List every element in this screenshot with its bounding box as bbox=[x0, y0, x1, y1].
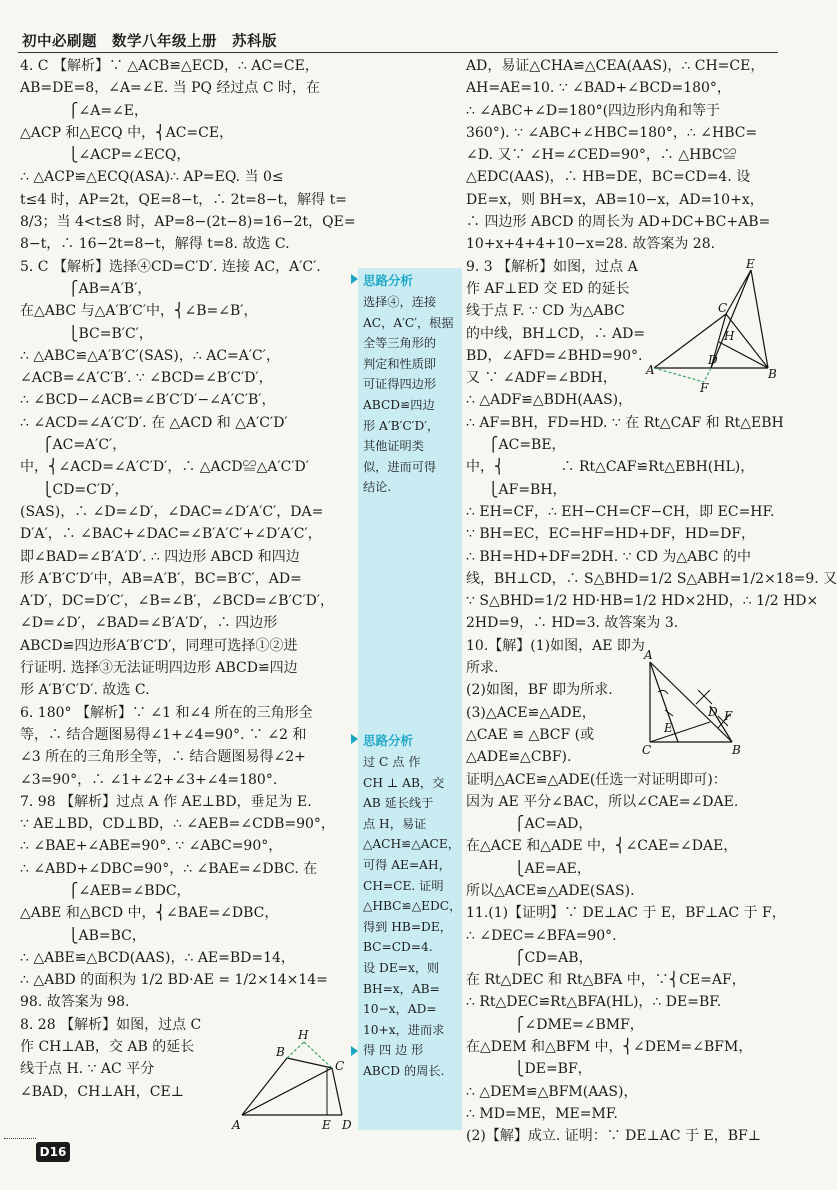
text-line: ⎧AC=BE， bbox=[488, 437, 566, 454]
header-rule bbox=[18, 52, 778, 53]
text-line: ∵ AE⊥BD，CD⊥BD，∴ ∠AEB=∠CDB=90°， bbox=[20, 816, 335, 833]
figure-problem-8 bbox=[232, 1030, 357, 1150]
text-line: ∴ ∠ABC+∠D=180°(四边形内角和等于 bbox=[466, 102, 721, 119]
fig10-label-a: A bbox=[644, 648, 653, 662]
text-line: 作 AF⊥ED 交 ED 的延长 bbox=[466, 280, 630, 297]
text-line: 98. 故答案为 98. bbox=[20, 994, 130, 1011]
text-line: A′D′，DC=D′C′，∠B=∠B′，∠BCD=∠B′C′D′， bbox=[20, 593, 335, 610]
text-line: ⎧∠AEB=∠BDC， bbox=[68, 882, 191, 899]
text-line: ∴ AF=BH，FD=HD. ∵ 在 Rt△CAF 和 Rt△EBH bbox=[466, 414, 784, 431]
text-line: 证明△ACE≌△ADE(任选一对证明即可)： bbox=[466, 771, 727, 788]
analysis-line: AC，A′C′，根据 bbox=[363, 315, 454, 330]
analysis-line: AB 延长线于 bbox=[363, 796, 434, 811]
analysis-text bbox=[363, 752, 462, 1082]
text-line: △CAE ≌ △BCF (或 bbox=[466, 726, 595, 743]
text-line: AB=DE=8，∠A=∠E. 当 PQ 经过点 C 时，在 bbox=[20, 80, 321, 97]
fig9-label-d: D bbox=[708, 353, 718, 367]
analysis-line: 其他证明类 bbox=[363, 439, 424, 454]
fig10-label-f: F bbox=[724, 709, 733, 723]
text-line: ⎩BC=B′C′， bbox=[68, 325, 153, 342]
fig10-label-b: B bbox=[732, 743, 741, 757]
text-line: ∠BAD，CH⊥AH，CE⊥ bbox=[20, 1083, 184, 1100]
text-line: AH=AE=10. ∵ ∠BAD+∠BCD=180°， bbox=[466, 80, 731, 97]
text-line: ⎧AB=A′B′， bbox=[68, 280, 152, 297]
analysis-line: 过 C 点 作 bbox=[363, 755, 421, 769]
text-line: ∠ACB=∠A′C′B′. ∵ ∠BCD=∠B′C′D′， bbox=[20, 370, 273, 387]
text-line: △ADE≌△CBF). bbox=[466, 749, 572, 766]
arrow-icon bbox=[351, 274, 358, 284]
analysis-line: 判定和性质即 bbox=[363, 356, 437, 371]
fig8-label-b: B bbox=[276, 1045, 285, 1059]
fig9-label-f: F bbox=[700, 381, 709, 395]
text-line: (3)△ACE≌△ADE， bbox=[466, 704, 596, 721]
text-line: 10+x+4+4+10−x=28. 故答案为 28. bbox=[466, 236, 716, 253]
text-line: ∵ BH=EC，EC=HF=HD+DF，HD=DF， bbox=[466, 526, 756, 543]
text-line: ∴ △DEM≌△BFM(AAS)， bbox=[466, 1083, 638, 1100]
text-line: 9. 3 【解析】如图，过点 A bbox=[466, 258, 638, 275]
analysis-line: 得 四 边 形 bbox=[363, 1043, 424, 1058]
text-line: 在△ACE 和△ADE 中，⎨∠CAE=∠DAE， bbox=[466, 838, 738, 855]
fig8-label-a: A bbox=[232, 1118, 241, 1132]
text-line: 在△ABC 与△A′B′C′中，⎨∠B=∠B′， bbox=[20, 303, 258, 320]
fig9-label-a: A bbox=[646, 363, 655, 377]
text-line: ∴ 四边形 ABCD 的周长为 AD+DC+BC+AB= bbox=[466, 214, 771, 231]
text-line: 2HD=9，∴ HD=3. 故答案为 3. bbox=[466, 615, 679, 632]
analysis-line: 可得 AE=AH， bbox=[363, 857, 451, 872]
text-line: (SAS)，∴ ∠D=∠D′，∠DAC=∠D′A′C′，DA= bbox=[20, 503, 324, 520]
text-line: 11.(1)【证明】∵ DE⊥AC 于 E，BF⊥AC 于 F， bbox=[466, 905, 786, 922]
text-line: 所求. bbox=[466, 660, 499, 677]
fig9-label-b: B bbox=[768, 367, 777, 381]
text-line: ∴ ∠ACD=∠A′C′D′. 在 △ACD 和 △A′C′D′ bbox=[20, 414, 288, 431]
text-line: 5. C 【解析】选择④CD=C′D′. 连接 AC，A′C′. bbox=[20, 258, 321, 275]
analysis-line: CH=CE. 证明 bbox=[363, 878, 444, 893]
text-line: ⎩AB=BC， bbox=[68, 927, 146, 944]
fig10-label-d: D bbox=[708, 705, 718, 719]
text-line: 线于点 F. ∵ CD 为△ABC bbox=[466, 303, 625, 320]
text-line: 形 A′B′C′D′. 故选 C. bbox=[20, 682, 150, 699]
analysis-line: 设 DE=x，则 bbox=[363, 960, 440, 975]
text-line: ∴ Rt△DEC≌Rt△BFA(HL)，∴ DE=BF. bbox=[466, 994, 722, 1011]
analysis-title: 思路分析 bbox=[363, 733, 414, 748]
text-line: 8. 28 【解析】如图，过点 C bbox=[20, 1016, 202, 1033]
fig9-label-h: H bbox=[724, 329, 735, 343]
text-line: 7. 98 【解析】过点 A 作 AE⊥BD，垂足为 E. bbox=[20, 793, 312, 810]
text-line: ∴ △ADF≌△BDH(AAS)， bbox=[466, 392, 633, 409]
text-line: ⎩AE=AE， bbox=[514, 860, 591, 877]
text-line: 因为 AE 平分∠BAC，所以∠CAE=∠DAE. bbox=[466, 793, 739, 810]
text-line: ⎩CD=C′D′， bbox=[42, 481, 129, 498]
text-line: △ACP 和△ECQ 中，⎨AC=CE， bbox=[20, 124, 234, 141]
text-line: 作 CH⊥AB，交 AB 的延长 bbox=[20, 1039, 195, 1056]
text-line: 8−t，∴ 16−2t=8−t，解得 t=8. 故选 C. bbox=[20, 236, 290, 253]
analysis-line: 10+x，进而求 bbox=[363, 1022, 445, 1037]
text-line: 所以△ACE≌△ADE(SAS). bbox=[466, 882, 635, 899]
text-line: ⎧AC=AD， bbox=[514, 816, 593, 833]
text-line: ∴ ∠DEC=∠BFA=90°. bbox=[466, 927, 617, 944]
analysis-line: 选择④，连接 bbox=[363, 295, 437, 309]
text-line: 8/3；当 4<t≤8 时，AP=8−(2t−8)=16−2t，QE= bbox=[20, 214, 356, 231]
text-line: ⎧AC=A′C′， bbox=[42, 437, 127, 454]
fig9-label-e: E bbox=[746, 257, 755, 271]
text-line: ∴ ∠ABD+∠DBC=90°，∴ ∠BAE=∠DBC. 在 bbox=[20, 860, 318, 877]
text-line: ∴ EH=CF，∴ EH−CH=CF−CH，即 EC=HF. bbox=[466, 503, 775, 520]
text-line: ∴ △ABE≌△BCD(AAS)，∴ AE=BD=14， bbox=[20, 949, 295, 966]
analysis-sidebar bbox=[358, 268, 462, 1130]
text-line: ∠3=90°，∴ ∠1+∠2+∠3+∠4=180°. bbox=[20, 771, 278, 788]
analysis-line: BC=CD=4. bbox=[363, 940, 433, 955]
text-line: ⎧∠DME=∠BMF， bbox=[514, 1016, 644, 1033]
text-line: ∴ ∠BCD−∠ACB=∠B′C′D′−∠A′C′B′， bbox=[20, 392, 276, 409]
text-line: 行证明. 选择③无法证明四边形 ABCD≌四边 bbox=[20, 660, 298, 677]
text-line: (2)如图，BF 即为所求. bbox=[466, 682, 613, 699]
figure-problem-9 bbox=[646, 257, 778, 395]
text-line: ⎩∠ACP=∠ECQ， bbox=[68, 147, 191, 164]
analysis-text bbox=[363, 292, 459, 498]
analysis-line: CH ⊥ AB，交 bbox=[363, 775, 445, 790]
text-line: ∠D=∠D′，∠BAD=∠B′A′D′，∴ 四边形 bbox=[20, 615, 278, 632]
analysis-line: 全等三角形的 bbox=[363, 336, 437, 351]
text-line: ∠3 所在的三角形全等，∴ 结合题图易得∠2+ bbox=[20, 749, 306, 766]
text-line: △EDC(AAS)，∴ HB=DE，BC=CD=4. 设 bbox=[466, 169, 751, 186]
analysis-line: △HBC≌△EDC， bbox=[363, 899, 462, 914]
text-line: ∵ S△BHD=1/2 HD·HB=1/2 HD×2HD，∴ 1/2 HD× bbox=[466, 593, 819, 610]
fig8-label-d: D bbox=[342, 1118, 352, 1132]
analysis-title: 思路分析 bbox=[363, 273, 414, 288]
footer-dotted-rule bbox=[4, 1138, 36, 1140]
text-line: DE=x，则 BH=x，AB=10−x，AD=10+x， bbox=[466, 191, 764, 208]
text-line: t≤4 时，AP=2t，QE=8−t，∴ 2t=8−t，解得 t= bbox=[20, 191, 347, 208]
text-line: ⎧∠A=∠E， bbox=[68, 102, 149, 119]
analysis-line: BH=x，AB= bbox=[363, 981, 440, 996]
text-line: ∴ ∠BAE+∠ABE=90°. ∵ ∠ABC=90°， bbox=[20, 838, 283, 855]
arrow-icon bbox=[351, 734, 358, 744]
text-line: ⎧CD=AB， bbox=[514, 949, 593, 966]
fig8-label-h: H bbox=[298, 1028, 309, 1042]
figure-problem-10 bbox=[640, 650, 775, 758]
text-line: 等，∴ 结合题图易得∠1+∠4=90°. ∵ ∠2 和 bbox=[20, 726, 307, 743]
analysis-line: △ACH≌△ACE， bbox=[363, 837, 460, 852]
text-line: 的中线，BH⊥CD，∴ AD= bbox=[466, 325, 646, 342]
text-line: 4. C 【解析】∵ △ACB≌△ECD，∴ AC=CE， bbox=[20, 58, 319, 74]
text-line: 在 Rt△DEC 和 Rt△BFA 中，∵⎨CE=AF， bbox=[466, 972, 746, 989]
left-column bbox=[20, 55, 355, 1103]
text-line: 即∠BAD=∠B′A′D′. ∴ 四边形 ABCD 和四边 bbox=[20, 548, 300, 565]
right-column bbox=[466, 55, 837, 1148]
text-line: (2)【解】成立. 证明：∵ DE⊥AC 于 E，BF⊥ bbox=[466, 1128, 761, 1145]
text-line: D′A′，∴ ∠BAC+∠DAC=∠B′A′C′+∠D′A′C′， bbox=[20, 526, 322, 543]
text-line: 线，BH⊥CD，∴ S△BHD=1/2 S△ABH=1/2×18=9. 又 bbox=[466, 570, 837, 587]
text-line: 中，⎨ ∴ Rt△CAF≌Rt△EBH(HL)， bbox=[466, 459, 755, 476]
analysis-line: ABCD 的周长. bbox=[363, 1063, 445, 1078]
text-line: ⎩AF=BH， bbox=[488, 481, 567, 498]
analysis-box-5 bbox=[363, 270, 459, 498]
text-line: 又 ∵ ∠ADF=∠BDH， bbox=[466, 370, 617, 387]
text-line: ∴ △ABD 的面积为 1/2 BD·AE = 1/2×14×14= bbox=[20, 972, 328, 989]
text-line: ∴ △ABC≌△A′B′C′(SAS)，∴ AC=A′C′， bbox=[20, 347, 280, 364]
text-line: ∠D. 又∵ ∠H=∠CED=90°，∴ △HBC≌ bbox=[466, 147, 737, 164]
text-line: 中，⎨∠ACD=∠A′C′D′，∴ △ACD≌△A′C′D′ bbox=[20, 459, 309, 476]
analysis-line: 得到 HB=DE， bbox=[363, 919, 452, 934]
text-line: 360°). ∵ ∠ABC+∠HBC=180°，∴ ∠HBC= bbox=[466, 124, 758, 141]
text-line: BD，∠AFD=∠BHD=90°. bbox=[466, 347, 643, 364]
analysis-line: ABCD≌四边 bbox=[363, 397, 435, 412]
text-line: 形 A′B′C′D′中，AB=A′B′，BC=B′C′，AD= bbox=[20, 570, 302, 587]
fig10-label-c: C bbox=[642, 743, 652, 757]
page-number: D16 bbox=[36, 1142, 70, 1162]
text-line: ∴ △ACP≌△ECQ(ASA)∴ AP=EQ. 当 0≤ bbox=[20, 169, 284, 186]
text-line: 6. 180° 【解析】∵ ∠1 和∠4 所在的三角形全 bbox=[20, 704, 313, 721]
text-line: ABCD≌四边形A′B′C′D′，同理可选择①②进 bbox=[20, 637, 298, 654]
fig8-label-c: C bbox=[335, 1059, 345, 1073]
text-line: ∴ MD=ME，ME=MF. bbox=[466, 1105, 618, 1122]
fig8-label-e: E bbox=[322, 1118, 331, 1132]
fig10-label-e: E bbox=[664, 721, 673, 735]
text-line: ⎩DE=BF， bbox=[514, 1061, 592, 1078]
analysis-line: 可证得四边形 bbox=[363, 377, 437, 392]
page-header: 初中必刷题 数学八年级上册 苏科版 bbox=[22, 34, 277, 50]
text-line: 10.【解】(1)如图，AE 即为 bbox=[466, 637, 645, 654]
analysis-line: 点 H，易证 bbox=[363, 816, 427, 831]
analysis-line: 形 A′B′C′D′， bbox=[363, 418, 440, 433]
text-line: AD，易证△CHA≌△CEA(AAS)，∴ CH=CE， bbox=[466, 58, 765, 74]
text-line: ∴ BH=HD+DF=2DH. ∵ CD 为△ABC 的中 bbox=[466, 548, 751, 565]
analysis-line: 结论. bbox=[363, 480, 392, 495]
analysis-line: 似，进而可得 bbox=[363, 459, 437, 474]
fig9-label-c: C bbox=[718, 301, 728, 315]
analysis-line: 10−x，AD= bbox=[363, 1002, 437, 1017]
analysis-box-8 bbox=[363, 730, 462, 1082]
text-line: 线于点 H. ∵ AC 平分 bbox=[20, 1061, 155, 1078]
text-line: 在△DEM 和△BFM 中，⎨∠DEM=∠BFM， bbox=[466, 1039, 753, 1056]
text-line: △ABE 和△BCD 中，⎨∠BAE=∠DBC， bbox=[20, 905, 279, 922]
